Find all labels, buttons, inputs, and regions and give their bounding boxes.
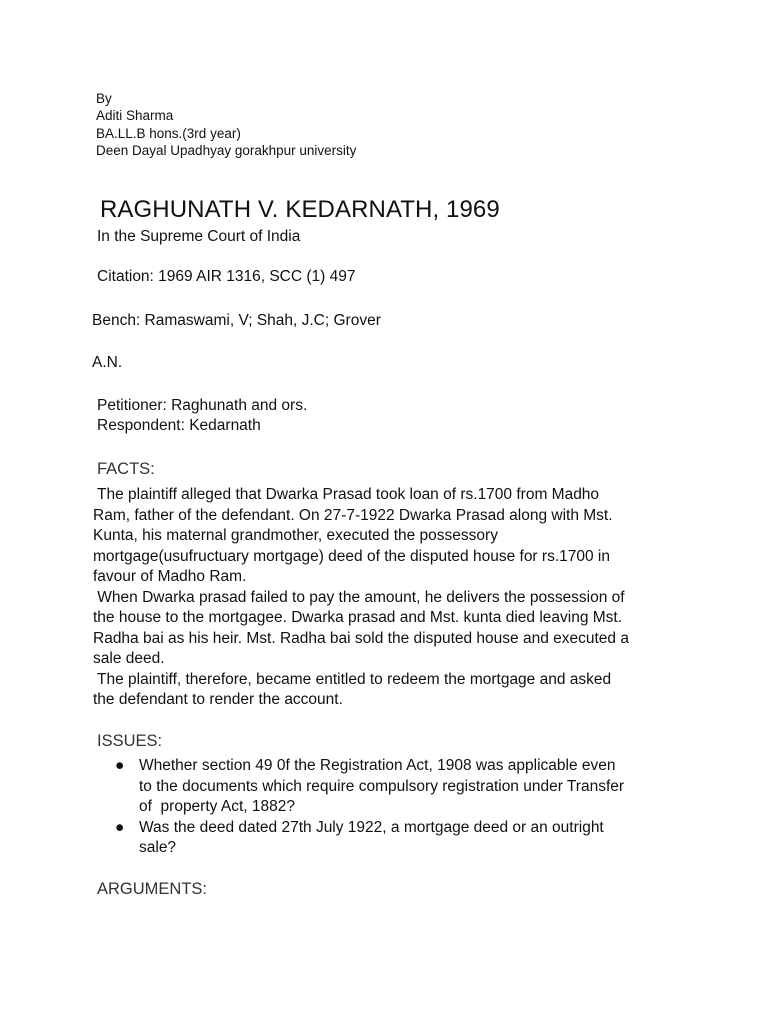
facts-line: the defendant to render the account. xyxy=(93,691,343,708)
author-by: By xyxy=(96,91,112,106)
facts-line: Radha bai as his heir. Mst. Radha bai sold the disputed house and executed a xyxy=(93,629,629,647)
bullet-icon: ● xyxy=(115,757,125,774)
issues-heading: ISSUES: xyxy=(97,732,163,750)
facts-heading: FACTS: xyxy=(97,460,155,478)
issue-line: to the documents which require compulsory registration under Transfer xyxy=(139,777,625,795)
issues-list xyxy=(115,756,624,859)
case-title: RAGHUNATH V. KEDARNATH, 1969 xyxy=(100,196,500,223)
issue-line: of property Act, 1882? xyxy=(139,798,295,815)
facts-line: The plaintiff, therefore, became entitled to redeem the mortgage and asked xyxy=(93,670,612,688)
facts-line: The plaintiff alleged that Dwarka Prasad took loan of rs.1700 from Madho xyxy=(93,486,600,503)
facts-line: favour of Madho Ram. xyxy=(93,568,247,585)
petitioner: Petitioner: Raghunath and ors. xyxy=(97,397,308,414)
arguments-heading: ARGUMENTS: xyxy=(97,880,208,898)
citation: Citation: 1969 AIR 1316, SCC (1) 497 xyxy=(97,268,356,285)
bench-continued: A.N. xyxy=(92,354,123,371)
respondent: Respondent: Kedarnath xyxy=(97,417,261,434)
list-item xyxy=(115,756,624,818)
bench: Bench: Ramaswami, V; Shah, J.C; Grover xyxy=(92,312,381,329)
facts-line: When Dwarka prasad failed to pay the amount, he delivers the possession of xyxy=(93,588,625,606)
author-course: BA.LL.B hons.(3rd year) xyxy=(96,126,241,141)
facts-line: sale deed. xyxy=(93,650,165,667)
author-name: Aditi Sharma xyxy=(96,108,174,123)
facts-line: Ram, father of the defendant. On 27-7-1922 Dwarka Prasad along with Mst. xyxy=(93,506,613,524)
facts-line: mortgage(usufructuary mortgage) deed of the disputed house for rs.1700 in xyxy=(93,547,610,565)
facts-line: Kunta, his maternal grandmother, executed the possessory xyxy=(93,527,498,544)
list-item xyxy=(115,818,624,859)
issue-line: sale? xyxy=(139,839,177,856)
facts-body xyxy=(93,485,629,711)
issue-line: Whether section 49 0f the Registration Act, 1908 was applicable even xyxy=(139,757,616,774)
bullet-icon: ● xyxy=(115,818,125,836)
issue-line: Was the deed dated 27th July 1922, a mortgage deed or an outright xyxy=(139,818,604,836)
author-university: Deen Dayal Upadhyay gorakhpur university xyxy=(96,143,357,158)
court-name: In the Supreme Court of India xyxy=(97,228,301,245)
facts-line: the house to the mortgagee. Dwarka prasad and Mst. kunta died leaving Mst. xyxy=(93,609,623,626)
